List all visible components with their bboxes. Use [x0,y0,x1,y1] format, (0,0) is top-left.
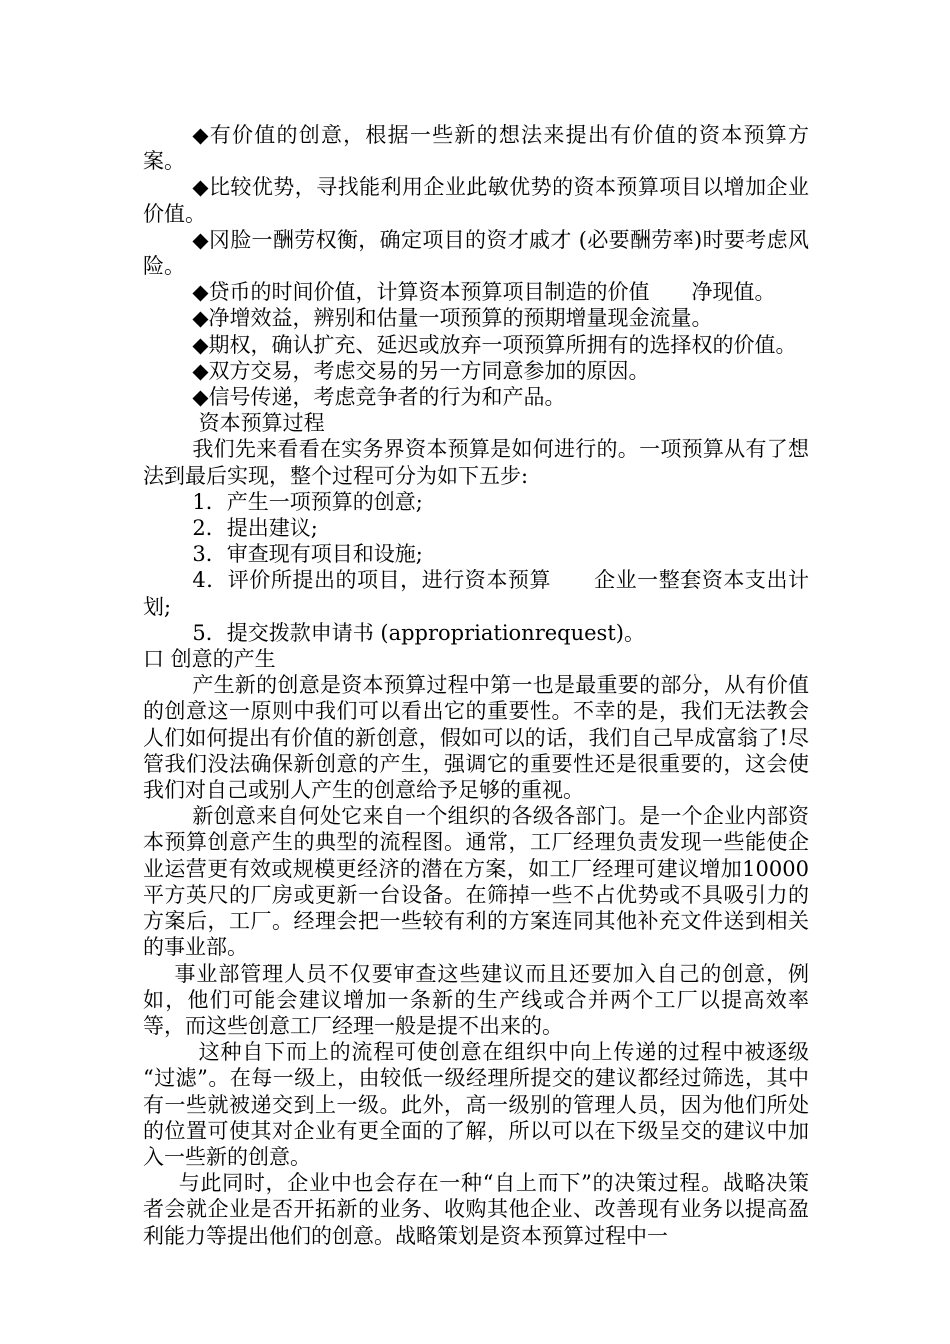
section-heading-idea-generation: 口 创意的产生 [143,647,276,672]
paragraph-division-managers: 事业部管理人员不仅要审查这些建议而且还要加入自己的创意，例如，他们可能会建议增加一条新的生产线或合并两个工厂以提高效率等，而这些创意工厂经理一般是提不出来的。 [143,961,809,1038]
step-5: 5．提交拨款申请书 (appropriationrequest)。 [192,620,645,645]
bullet-signaling: ◆信号传递，考虑竞争者的行为和产品。 [192,385,566,410]
paragraph-top-down-process: 与此同时，企业中也会存在一种“自上而下”的决策过程。战略决策者会就企业是否开拓新的业务、收购其他企业、改善现有业务以提高盈利能力等提出他们的创意。战略策划是资本预算过程中一 [143,1171,809,1248]
bullet-two-sided-transactions: ◆双方交易，考虑交易的另一方同意参加的原因。 [192,358,650,383]
section-heading-capital-budgeting-process: 资本预算过程 [198,411,325,436]
step-1: 1．产生一项预算的创意; [192,489,423,514]
step-3: 3．审查现有项目和设施; [192,542,423,567]
document-page [143,122,809,1249]
bullet-valuable-ideas: ◆有价值的创意，根据一些新的想法来提出有价值的资本预算方案。 [143,123,809,174]
bullet-time-value-of-money: ◆贷币的时间价值，计算资本预算项目制造的价值 净现值。 [192,280,776,305]
bullet-options: ◆期权，确认扩充、延迟或放弃一项预算所拥有的选择权的价值。 [192,332,797,357]
step-2: 2．提出建议; [192,516,318,541]
step-4: 4．评价所提出的项目，进行资本预算 企业一整套资本支出计划; [143,568,809,619]
paragraph-idea-importance: 产生新的创意是资本预算过程中第一也是最重要的部分，从有价值的创意这一原则中我们可以看出它的重要性。不幸的是，我们无法教会人们如何提出有价值的新创意，假如可以的话，我们自己早成富翁了!尽管我们没法确保新创意的产生，强调它的重要性还是很重要的，这会使我们对自己或别人产生的创意给予足够的重视。 [143,673,809,803]
bullet-comparative-advantage: ◆比较优势，寻找能利用企业此敏优势的资本预算项目以增加企业价值。 [143,175,809,226]
paragraph-intro-process: 我们先来看看在实务界资本预算是如何进行的。一项预算从有了想法到最后实现，整个过程可分为如下五步: [143,437,809,488]
paragraph-idea-sources: 新创意来自何处它来自一个组织的各级各部门。是一个企业内部资本预算创意产生的典型的流程图。通常，工厂经理负责发现一些能使企业运营更有效或规模更经济的潜在方案，如工厂经理可建议增加10000平方英尺的厂房或更新一台设备。在筛掉一些不占优势或不具吸引力的方案后，工厂。经理会把一些较有利的方案连同其他补充文件送到相关的事业部。 [143,804,809,960]
bullet-risk-return-tradeoff: ◆冈脸一酬劳权衡，确定项目的资才戚才 (必要酬劳率)时要考虑风险。 [143,227,809,279]
bullet-incremental-benefits: ◆净增效益，辨别和估量一项预算的预期增量现金流量。 [192,306,713,331]
paragraph-bottom-up-filtering: 这种自下而上的流程可使创意在组织中向上传递的过程中被逐级 “过滤”。在每一级上，由较低一级经理所提交的建议都经过筛选，其中有一些就被递交到上一级。此外，高一级别的管理人员，因为他们所处的位置可使其对企业有更全面的了解，所以可以在下级呈交的建议中加入一些新的创意。 [143,1040,809,1169]
